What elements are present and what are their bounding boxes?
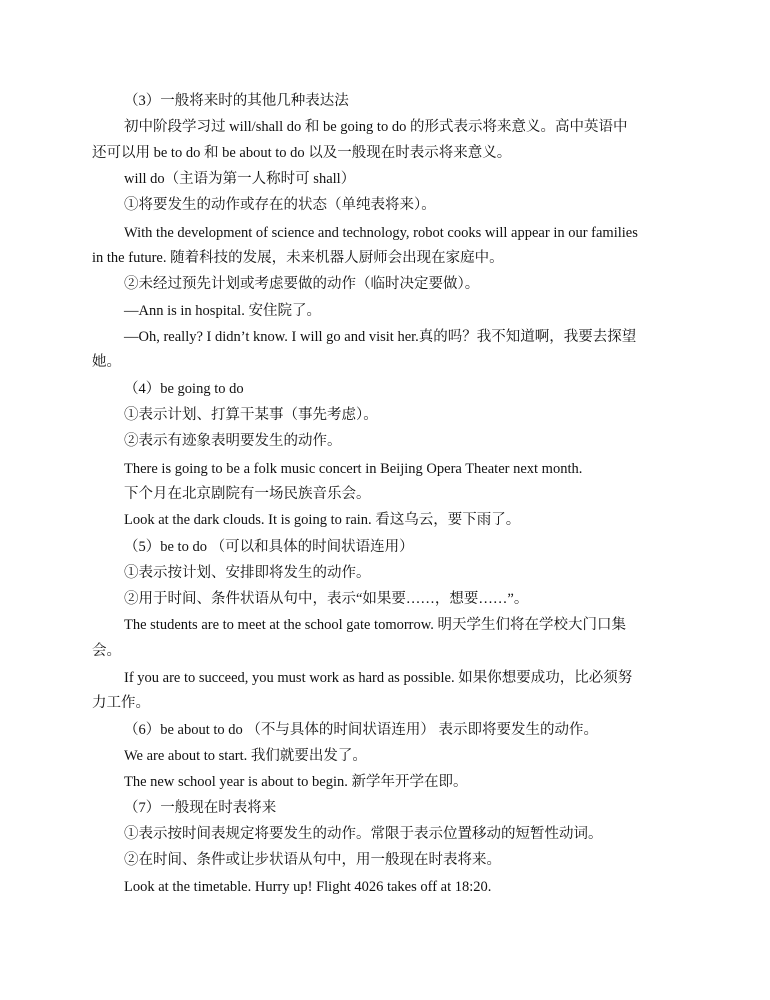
example-sentence: 她。 xyxy=(92,354,121,370)
paragraph-line: ②用于时间、条件状语从句中，表示“如果要……，想要……”。 xyxy=(124,591,529,607)
paragraph-line: ①将要发生的动作或存在的状态（单纯表将来）。 xyxy=(124,197,436,213)
paragraph-line: ①表示计划、打算干某事（事先考虑）。 xyxy=(124,407,378,423)
example-sentence: —Oh, really? I didn’t know. I will go and visit her.真的吗？我不知道啊，我要去探望 xyxy=(124,329,637,345)
example-sentence: We are about to start. 我们就要出发了。 xyxy=(124,748,367,764)
example-sentence: The students are to meet at the school gate tomorrow. 明天学生们将在学校大门口集 xyxy=(124,617,627,633)
paragraph-line: ②在时间、条件或让步状语从句中，用一般现在时表将来。 xyxy=(124,852,501,868)
example-sentence: Look at the dark clouds. It is going to rain. 看这乌云，要下雨了。 xyxy=(124,512,521,528)
section-heading-5: （5）be to do （可以和具体的时间状语连用） xyxy=(124,539,414,555)
section-heading-3: （3）一般将来时的其他几种表达法 xyxy=(124,93,349,109)
example-sentence: 下个月在北京剧院有一场民族音乐会。 xyxy=(124,486,371,502)
paragraph-line: ②未经过预先计划或考虑要做的动作（临时决定要做）。 xyxy=(124,276,480,292)
paragraph-line: ①表示按时间表规定将要发生的动作。常限于表示位置移动的短暂性动词。 xyxy=(124,826,603,842)
paragraph-line: ②表示有迹象表明要发生的动作。 xyxy=(124,433,342,449)
example-sentence: 力工作。 xyxy=(92,695,150,711)
example-sentence: The new school year is about to begin. 新学年开学在即。 xyxy=(124,774,468,790)
example-sentence: 会。 xyxy=(92,643,121,659)
example-sentence: in the future. 随着科技的发展，未来机器人厨师会出现在家庭中。 xyxy=(92,250,504,266)
section-heading-6: （6）be about to do （不与具体的时间状语连用） 表示即将要发生的动作。 xyxy=(124,722,599,738)
example-sentence: There is going to be a folk music concert in Beijing Opera Theater next month. xyxy=(124,461,583,477)
paragraph-line: ①表示按计划、安排即将发生的动作。 xyxy=(124,565,371,581)
section-heading-4: （4）be going to do xyxy=(124,381,244,397)
paragraph-line: 初中阶段学习过 will/shall do 和 be going to do 的形式表示将来意义。高中英语中 xyxy=(124,119,628,135)
example-sentence: —Ann is in hospital. 安住院了。 xyxy=(124,303,321,319)
example-sentence: If you are to succeed, you must work as hard as possible. 如果你想要成功，比必须努 xyxy=(124,670,633,686)
section-heading-7: （7）一般现在时表将来 xyxy=(124,800,277,816)
example-sentence: With the development of science and technology, robot cooks will appear in our families xyxy=(124,225,638,241)
paragraph-line: 还可以用 be to do 和 be about to do 以及一般现在时表示将来意义。 xyxy=(92,145,512,161)
paragraph-line: will do（主语为第一人称时可 shall） xyxy=(124,171,356,187)
example-sentence: Look at the timetable. Hurry up! Flight 4026 takes off at 18:20. xyxy=(124,879,492,895)
